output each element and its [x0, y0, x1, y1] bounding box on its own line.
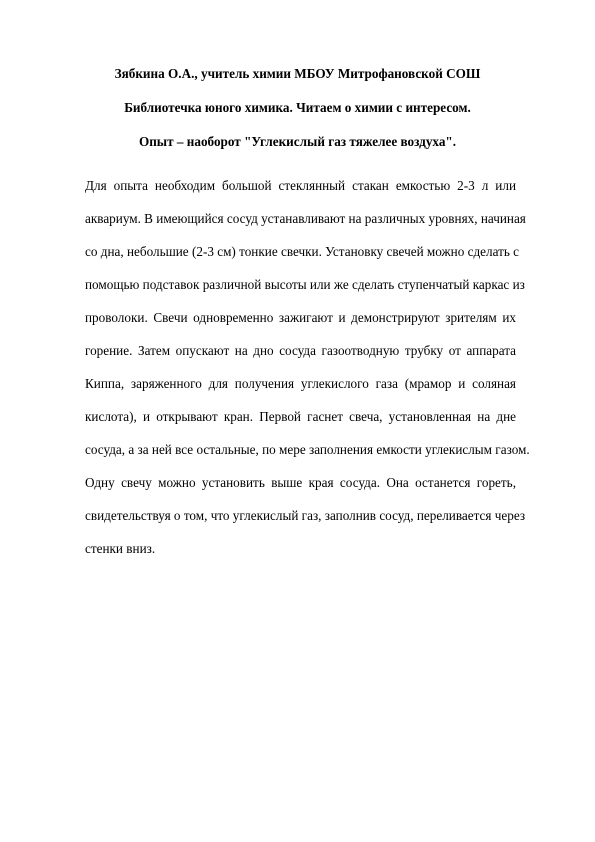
paragraph-line: горение. Затем опускают на дно сосуда газоотводную трубку от аппарата	[85, 343, 516, 358]
paragraph-line: проволоки. Свечи одновременно зажигают и демонстрируют зрителям их	[85, 310, 516, 325]
paragraph-line: аквариум. В имеющийся сосуд устанавливают на различных уровнях, начиная	[85, 211, 526, 226]
paragraph-line: кислота), и открывают кран. Первой гаснет свеча, установленная на дне	[85, 409, 516, 424]
body-paragraph	[85, 178, 530, 574]
paragraph-line: Киппа, заряженного для получения углекислого газа (мрамор и соляная	[85, 376, 516, 391]
paragraph-line: сосуда, а за ней все остальные, по мере заполнения емкости углекислым газом.	[85, 442, 530, 457]
paragraph-line: помощью подставок различной высоты или же сделать ступенчатый каркас из	[85, 277, 525, 292]
paragraph-line: стенки вниз.	[85, 541, 156, 556]
paragraph-line: со дна, небольшие (2-3 см) тонкие свечки. Установку свечей можно сделать с	[85, 244, 520, 259]
paragraph-line: Для опыта необходим большой стеклянный стакан емкостью 2-3 л или	[85, 178, 516, 193]
document-header	[80, 66, 515, 168]
author-line: Зябкина О.А., учитель химии МБОУ Митрофановской СОШ	[114, 66, 481, 81]
series-title: Библиотечка юного химика. Читаем о химии с интересом.	[124, 100, 471, 115]
paragraph-line: свидетельствуя о том, что углекислый газ, заполнив сосуд, переливается через	[85, 508, 526, 523]
paragraph-line: Одну свечу можно установить выше края сосуда. Она останется гореть,	[85, 475, 516, 490]
experiment-title: Опыт – наоборот "Углекислый газ тяжелее воздуха".	[138, 134, 457, 149]
